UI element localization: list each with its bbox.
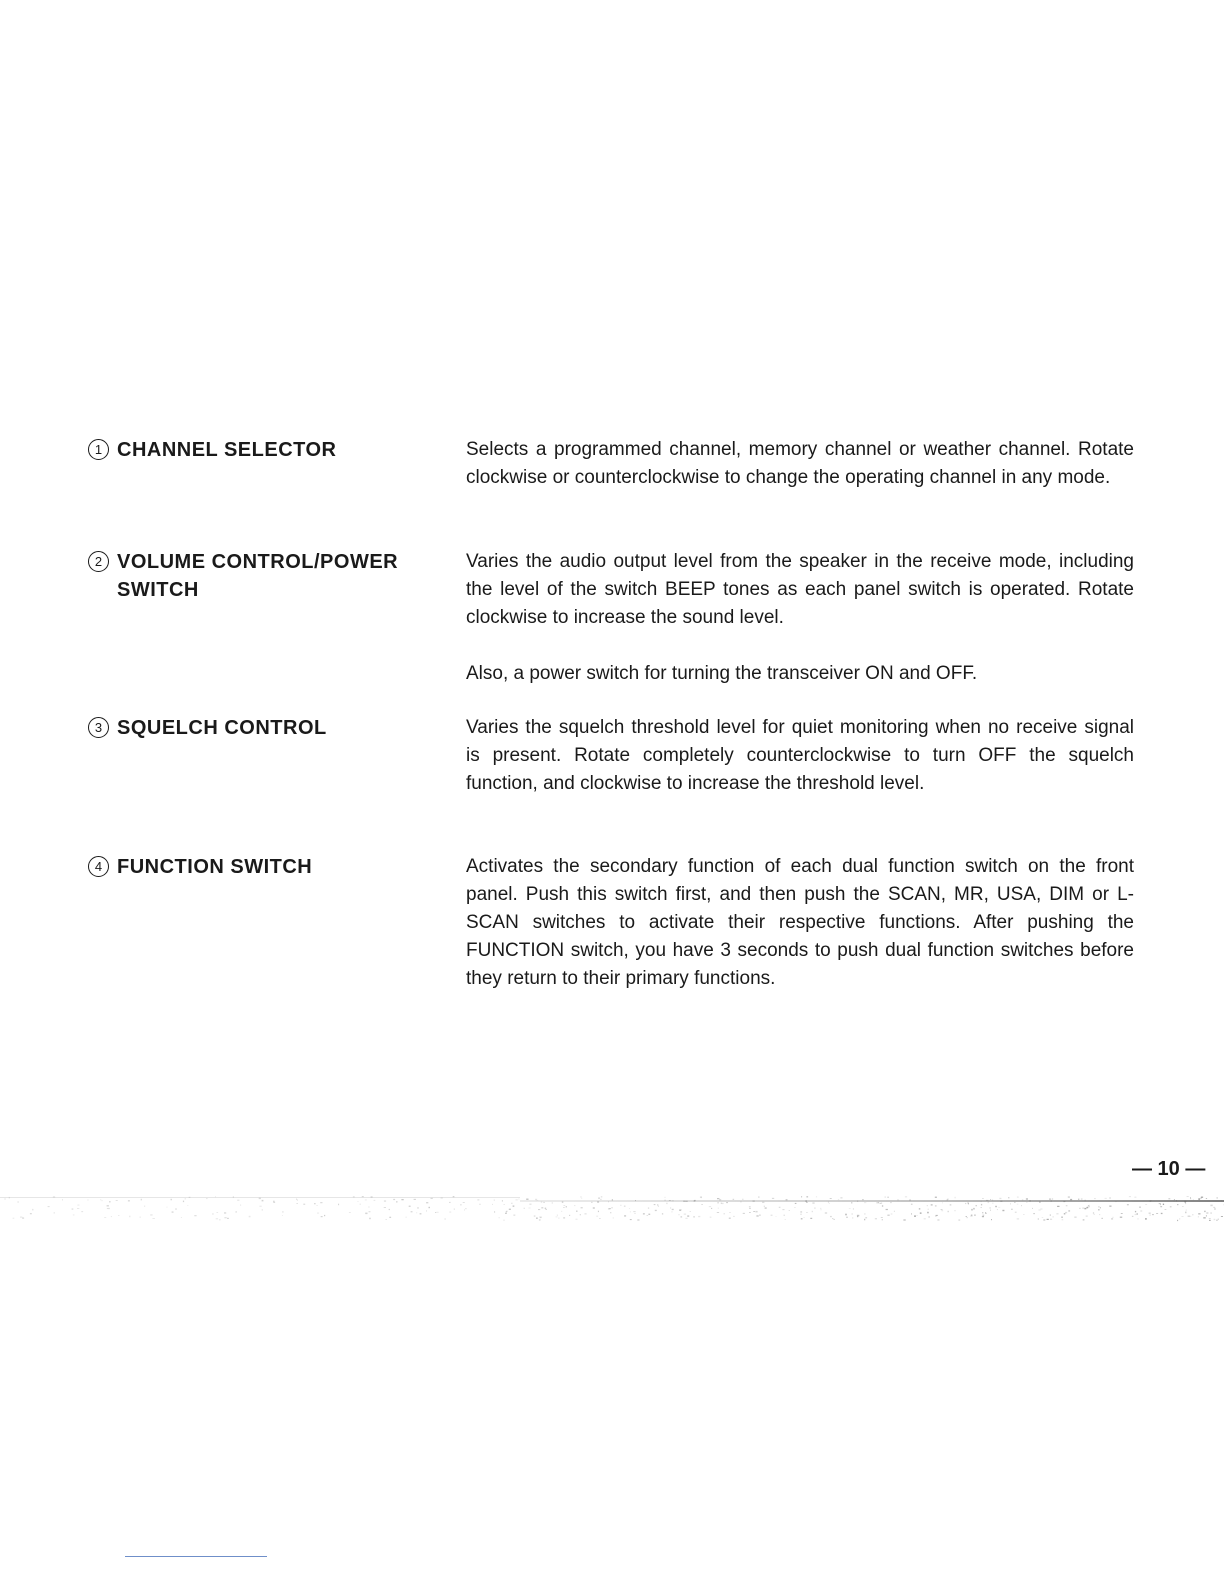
entry-description — [466, 548, 1134, 688]
entry-label — [88, 436, 438, 464]
entry-title: FUNCTION SWITCH — [117, 856, 313, 878]
entry-paragraph: Also, a power switch for turning the transceiver ON and OFF. — [466, 663, 978, 684]
entry-title: SQUELCH CONTROL — [117, 717, 327, 739]
entry-title: VOLUME CONTROL/POWER SWITCH — [117, 551, 399, 601]
entry-description — [466, 436, 1134, 492]
entry-paragraph: Selects a programmed channel, memory channel or weather channel. Rotate clockwise or counterclockwise to change the operating channel in any mode. — [466, 439, 1134, 488]
entry-label — [88, 853, 438, 881]
page-number: — 10 — — [1132, 1158, 1206, 1180]
entry-label — [88, 714, 438, 742]
bottom-rule-divider — [125, 1556, 267, 1557]
entry-paragraph: Varies the audio output level from the speaker in the receive mode, including the level of the switch BEEP tones as each panel switch is operated. Rotate clockwise to increase the sound level. — [466, 551, 1134, 628]
entry-paragraph: Varies the squelch threshold level for quiet monitoring when no receive signal is present. Rotate completely counterclockwise to turn OFF the squelch function, and clockwise to increase the threshold level. — [466, 717, 1134, 794]
scan-noise-band — [0, 1192, 1224, 1226]
entry-description — [466, 714, 1134, 798]
entry-number-badge: 4 — [88, 856, 109, 877]
entry-description — [466, 853, 1134, 993]
entry-number-badge: 3 — [88, 717, 109, 738]
entry-number-badge: 2 — [88, 551, 109, 572]
entry-paragraph: Activates the secondary function of each dual function switch on the front panel. Push this switch first, and then push the SCAN, MR, USA, DIM or L-SCAN switches to activate their respective functions. After pushing the FUNCTION switch, you have 3 seconds to push dual function switches before they return to their primary functions. — [466, 856, 1134, 989]
entry-number-badge: 1 — [88, 439, 109, 460]
entry-label — [88, 548, 438, 604]
entry-title: CHANNEL SELECTOR — [117, 439, 337, 461]
